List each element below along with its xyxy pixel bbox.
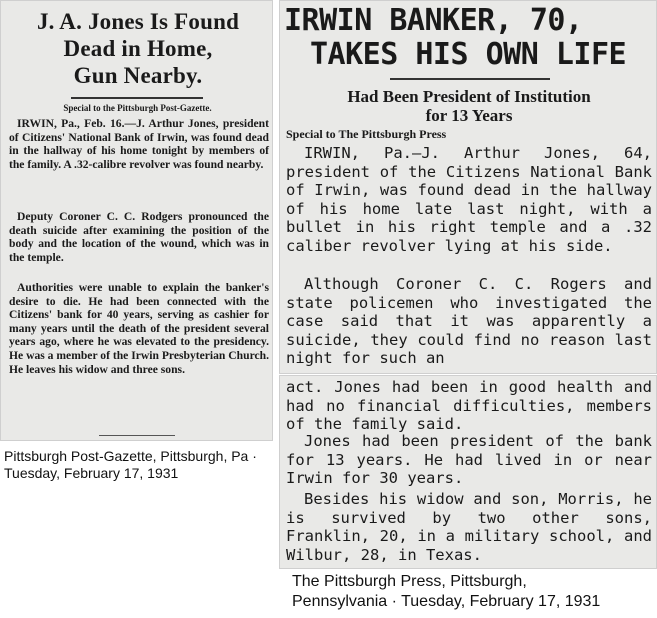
article-paragraph-2-continued: act. Jones had been in good health and had no financial difficulties, members of the family said. xyxy=(286,378,652,434)
headline-line-3: Gun Nearby. xyxy=(73,63,203,88)
article-paragraph-4: Besides his widow and son, Morris, he is survived by two other sons, Franklin, 20, in a military school, and Wilbur, 28, in Texas. xyxy=(286,490,652,564)
article-paragraph-3: Authorities were unable to explain the banker's desire to die. He had been connected with the Citizens' bank for 40 years, serving as cashier for many years until the death of the president several years ago, where he was elevated to the presidency. He was a member of the Irwin Presbyterian Church. He leaves his widow and three sons. xyxy=(9,281,269,376)
headline-line-1: IRWIN BANKER, 70, xyxy=(284,3,583,38)
press-clipping-top xyxy=(279,0,657,374)
headline-line-2: TAKES HIS OWN LIFE xyxy=(310,37,627,72)
press-caption-line-2: Pennsylvania · Tuesday, February 17, 1931 xyxy=(292,593,601,610)
post-gazette-clipping xyxy=(0,0,273,441)
article-paragraph-1: IRWIN, Pa.—J. Arthur Jones, 64, president of the Citizens National Bank of Irwin, was found dead in the hallway of his home late last night, with a bullet in his right temple and a .32 caliber revolver lying at his side. xyxy=(286,144,652,255)
article-paragraph-2: Deputy Coroner C. C. Rodgers pronounced the death suicide after examining the position of the body and the location of the wound, which was in the temple. xyxy=(9,210,269,264)
press-clipping-bottom xyxy=(279,375,657,569)
special-credit: Special to the Pittsburgh Post-Gazette. xyxy=(63,103,212,113)
special-credit: Special to The Pittsburgh Press xyxy=(286,127,447,141)
post-gazette-caption: Pittsburgh Post-Gazette, Pittsburgh, Pa · Tuesday, February 17, 1931 xyxy=(4,448,257,481)
headline-divider xyxy=(390,78,550,80)
headline-divider xyxy=(71,97,203,99)
article-paragraph-3: Jones had been president of the bank for 13 years. He had lived in or near Irwin for 30 years. xyxy=(286,432,652,488)
headline-line-1: J. A. Jones Is Found xyxy=(36,9,240,34)
article-paragraph-1: IRWIN, Pa., Feb. 16.—J. Arthur Jones, president of Citizens' National Bank of Irwin, was found dead in the hallway of his home tonight by members of the family. A .32-calibre revolver was found nearby. xyxy=(9,117,269,171)
press-caption-line-1: The Pittsburgh Press, Pittsburgh, xyxy=(292,573,527,590)
headline-line-2: Dead in Home, xyxy=(63,36,213,61)
article-paragraph-2: Although Coroner C. C. Rogers and state policemen who investigated the case said that it was apparently a suicide, they could find no reason last night for such an xyxy=(286,275,652,368)
deck-line-1: Had Been President of Institution xyxy=(347,87,591,106)
press-caption xyxy=(292,572,652,612)
article-end-rule xyxy=(99,435,175,436)
deck-line-2: for 13 Years xyxy=(425,106,513,125)
